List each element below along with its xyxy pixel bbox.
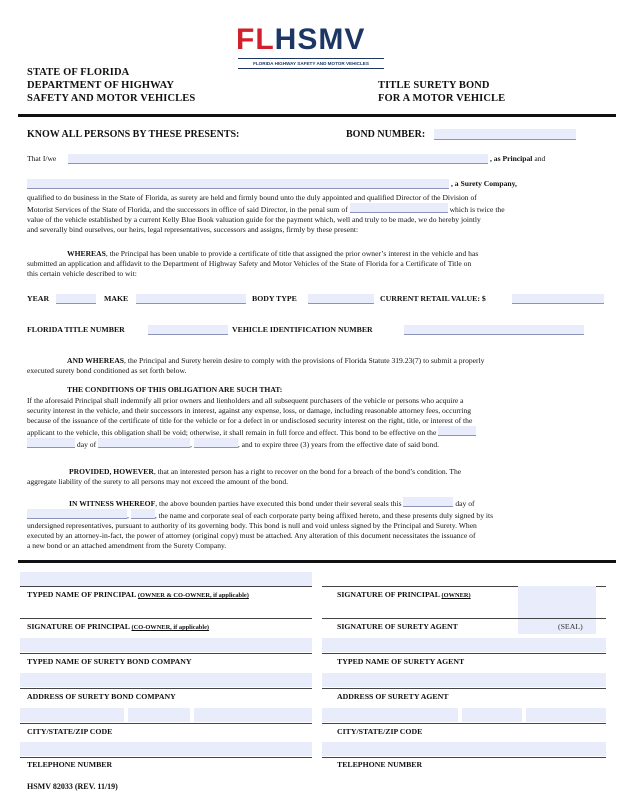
header-rule <box>18 114 616 117</box>
address-agent-line <box>322 688 606 689</box>
tel-agent-label: TELEPHONE NUMBER <box>337 760 423 769</box>
typed-principal-label: TYPED NAME OF PRINCIPAL (OWNER & CO-OWNER, if applicable) <box>27 590 249 599</box>
make-label: MAKE <box>104 294 129 303</box>
city-company-label: CITY/STATE/ZIP CODE <box>27 727 113 736</box>
bond-number-label: BOND NUMBER: <box>346 129 426 140</box>
agency-name: STATE OF FLORIDA DEPARTMENT OF HIGHWAY SAFETY AND MOTOR VEHICLES <box>27 67 196 104</box>
witness-paragraph: IN WITNESS WHEREOF, the above bounden parties have executed this bond under their several seals this day of , , the name and corporate seal of each corporate party being affixed hereto, and these presents duly signed by its undersigned representatives, pursuant to authority of its governing body. This bond is null and void unless signed by the Principal and Surety. When executed by an attorney-in-fact, the power of attorney (original copy) must be attached. Any alteration of this document necessitates the issuance of a new bond or an attached amendment from the Surety Company. <box>27 499 494 550</box>
city-company-line <box>20 723 312 724</box>
city-company-field[interactable] <box>20 708 124 722</box>
surety-company-field[interactable] <box>27 179 449 189</box>
city-agent-line <box>322 723 606 724</box>
body-type-field[interactable] <box>308 294 374 304</box>
effective-year-field[interactable] <box>194 438 238 448</box>
zip-agent-field[interactable] <box>526 708 606 722</box>
address-company-line <box>20 688 312 689</box>
logo-wordmark: FLHSMV <box>236 23 366 56</box>
city-agent-field[interactable] <box>322 708 458 722</box>
tel-company-field[interactable] <box>20 742 312 756</box>
state-agent-field[interactable] <box>462 708 522 722</box>
conditions-paragraph: If the aforesaid Principal shall indemnify all prior owners and lienholders and all subsequent purchasers of the vehicle or persons who acquire a security interest in the vehicle, and their successors in interest, against any expense, loss, or damage, including reasonable attorney fees, occurring because of the issuance of the certificate of title for the vehicle or for a defect in or undisclosed security interest on the right, title, or interest of the applicant to the vehicle, this obligation shall be void; otherwise, it shall remain in full force and effect. This bond to be effective on the day of , , and to expire three (3) years from the effective date of said bond. <box>27 396 617 450</box>
sig-principal-owner-label: SIGNATURE OF PRINCIPAL (OWNER) <box>337 590 471 599</box>
retail-value-label: CURRENT RETAIL VALUE: $ <box>380 294 486 303</box>
bond-number-field[interactable] <box>434 129 576 140</box>
sig-surety-agent-line <box>322 618 606 619</box>
penal-sum-field[interactable] <box>350 203 448 213</box>
tel-company-line <box>20 757 312 758</box>
know-all-heading: KNOW ALL PERSONS BY THESE PRESENTS: <box>27 129 240 140</box>
address-agent-field[interactable] <box>322 673 606 687</box>
typed-principal-line <box>20 586 312 587</box>
tel-agent-field[interactable] <box>322 742 606 756</box>
title-number-field[interactable] <box>148 325 228 335</box>
typed-surety-agent-line <box>322 653 606 654</box>
tel-company-label: TELEPHONE NUMBER <box>27 760 113 769</box>
provided-paragraph: PROVIDED, HOWEVER, that an interested person has a right to recover on the bond for a breach of the bond’s condition. The aggregate liability of the surety to all persons may not exceed the amount of the bond. <box>27 467 462 486</box>
tel-agent-line <box>322 757 606 758</box>
witness-year-field[interactable] <box>131 509 155 519</box>
body-type-label: BODY TYPE <box>252 294 297 303</box>
effective-field[interactable] <box>438 426 476 436</box>
conditions-heading: THE CONDITIONS OF THIS OBLIGATION ARE SUCH THAT: <box>67 385 283 394</box>
surety-company-text: , a Surety Company, <box>451 179 517 188</box>
effective-month-field[interactable] <box>98 438 190 448</box>
and-whereas-paragraph: AND WHEREAS, the Principal and Surety herein desire to comply with the provisions of Florida Statute 319.23(7) to submit a properly executed surety bond conditioned as set forth below. <box>27 356 485 375</box>
year-field[interactable] <box>56 294 96 304</box>
seal-area[interactable] <box>518 586 596 634</box>
signature-rule <box>18 560 616 563</box>
typed-principal-field[interactable] <box>20 572 312 586</box>
witness-month-field[interactable] <box>27 509 127 519</box>
seal-label: (SEAL) <box>558 622 583 631</box>
effective-day-field[interactable] <box>27 438 75 448</box>
city-agent-label: CITY/STATE/ZIP CODE <box>337 727 423 736</box>
typed-surety-agent-field[interactable] <box>322 638 606 652</box>
form-number: HSMV 82033 (REV. 11/19) <box>27 782 118 791</box>
flhsmv-logo <box>236 24 386 72</box>
whereas-paragraph: WHEREAS, the Principal has been unable to provide a certificate of title that assigned the prior owner’s interest in the vehicle and has submitted an application and affidavit to the Department of Highway Safety and Motor Vehicles of the State of Florida for a Certificate of Title on this certain vehicle described to wit: <box>27 249 479 278</box>
typed-surety-company-line <box>20 653 312 654</box>
retail-value-field[interactable] <box>512 294 604 304</box>
witness-day-field[interactable] <box>403 497 453 507</box>
sig-principal-coowner-label: SIGNATURE OF PRINCIPAL (CO-OWNER, if applicable) <box>27 622 210 631</box>
typed-surety-company-field[interactable] <box>20 638 312 652</box>
address-company-field[interactable] <box>20 673 312 687</box>
qualified-paragraph: qualified to do business in the State of Florida, as surety are held and firmly bound unto the duly appointed and qualified Director of the Division of Motorist Services of the State of Florida, and the successors in office of said Director, in the penal sum of which is twice the value of the vehicle established by a current Kelly Blue Book valuation guide for the payment which, well and truly to be made, we do hereby jointly and severally bind ourselves, our heirs, legal representatives, successors and assigns, firmly by these present: <box>27 193 505 234</box>
address-company-label: ADDRESS OF SURETY BOND COMPANY <box>27 692 176 701</box>
sig-surety-agent-label: SIGNATURE OF SURETY AGENT <box>337 622 458 631</box>
principal-name-field[interactable] <box>68 154 488 164</box>
make-field[interactable] <box>136 294 246 304</box>
title-number-label: FLORIDA TITLE NUMBER <box>27 325 125 334</box>
typed-surety-agent-label: TYPED NAME OF SURETY AGENT <box>337 657 465 666</box>
vin-field[interactable] <box>404 325 584 335</box>
address-agent-label: ADDRESS OF SURETY AGENT <box>337 692 449 701</box>
logo-subtitle: FLORIDA HIGHWAY SAFETY AND MOTOR VEHICLES <box>238 58 384 69</box>
sig-principal-coowner-line <box>20 618 312 619</box>
typed-surety-company-label: TYPED NAME OF SURETY BOND COMPANY <box>27 657 192 666</box>
zip-company-field[interactable] <box>194 708 312 722</box>
year-label: YEAR <box>27 294 50 303</box>
form-title: TITLE SURETY BOND FOR A MOTOR VEHICLE <box>378 80 506 104</box>
that-iwe-row: That I/we <box>27 154 57 163</box>
vin-label: VEHICLE IDENTIFICATION NUMBER <box>232 325 373 334</box>
as-principal-text: , as Principal and <box>490 154 546 163</box>
state-company-field[interactable] <box>128 708 190 722</box>
